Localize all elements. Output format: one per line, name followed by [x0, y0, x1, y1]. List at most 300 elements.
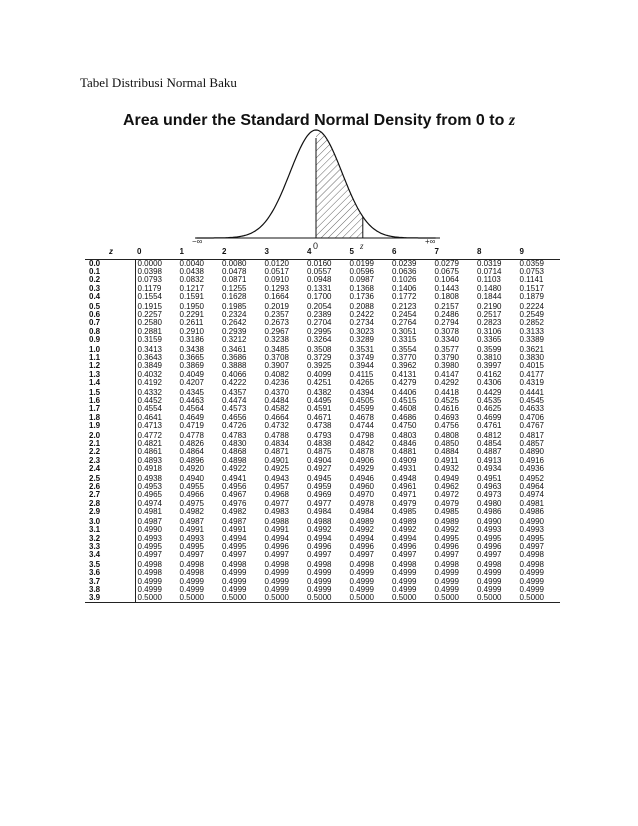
probability-cell: 0.2257 [137, 310, 162, 320]
probability-cell: 0.4973 [477, 490, 502, 500]
z-value-cell: 3.8 [85, 586, 135, 594]
z-value-cell: 1.9 [85, 422, 135, 430]
probability-cell: 0.4998 [222, 560, 247, 570]
probability-cell: 0.4940 [179, 474, 204, 484]
probability-cell: 0.4015 [519, 361, 544, 371]
probability-cell: 0.2939 [222, 326, 247, 336]
probability-cell: 0.1141 [519, 275, 544, 285]
probability-cell: 0.3686 [222, 353, 247, 363]
probability-cell: 0.4992 [392, 525, 417, 535]
table-row [85, 422, 560, 430]
probability-cell: 0.4761 [477, 420, 502, 430]
probability-cell: 0.0438 [179, 267, 204, 277]
probability-cell: 0.4997 [519, 541, 544, 551]
probability-cell: 0.4996 [307, 541, 332, 551]
probability-cell: 0.4979 [392, 498, 417, 508]
probability-cell: 0.4591 [307, 404, 332, 414]
probability-cell: 0.4969 [307, 490, 332, 500]
probability-cell: 0.3186 [179, 334, 204, 344]
probability-cell: 0.1554 [137, 291, 162, 301]
probability-cell: 0.4988 [264, 517, 289, 527]
probability-cell: 0.3461 [222, 345, 247, 355]
probability-cell: 0.4989 [434, 517, 459, 527]
probability-cell: 0.4997 [137, 549, 162, 559]
probability-cell: 0.4750 [392, 420, 417, 430]
probability-cell: 0.4719 [179, 420, 204, 430]
probability-cell: 0.4960 [349, 482, 374, 492]
probability-cell: 0.4812 [477, 431, 502, 441]
probability-cell: 0.4999 [392, 568, 417, 578]
probability-cell: 0.0636 [392, 267, 417, 277]
shaded-area [316, 130, 363, 238]
probability-cell: 0.4878 [349, 447, 374, 457]
probability-cell: 0.4699 [477, 412, 502, 422]
neg-infinity-label: −∞ [192, 237, 203, 246]
probability-cell: 0.4934 [477, 463, 502, 473]
probability-cell: 0.4826 [179, 439, 204, 449]
probability-cell: 0.4994 [349, 533, 374, 543]
probability-cell: 0.1179 [137, 283, 162, 293]
probability-cell: 0.2486 [434, 310, 459, 320]
probability-cell: 0.4995 [137, 541, 162, 551]
probability-cell: 0.4945 [307, 474, 332, 484]
table-row [85, 508, 560, 516]
probability-cell: 0.4995 [179, 541, 204, 551]
probability-cell: 0.2967 [264, 326, 289, 336]
probability-cell: 0.4871 [264, 447, 289, 457]
probability-cell: 0.2881 [137, 326, 162, 336]
z-value-cell: 3.9 [85, 594, 135, 603]
probability-cell: 0.4943 [264, 474, 289, 484]
probability-cell: 0.0948 [307, 275, 332, 285]
probability-cell: 0.4998 [137, 560, 162, 570]
probability-cell: 0.2324 [222, 310, 247, 320]
probability-cell: 0.4991 [222, 525, 247, 535]
probability-cell: 0.4957 [264, 482, 289, 492]
probability-cell: 0.3485 [264, 345, 289, 355]
z-value-cell: 2.0 [85, 430, 135, 440]
probability-cell: 0.2088 [349, 302, 374, 312]
probability-cell: 0.4999 [434, 576, 459, 586]
probability-cell: 0.3790 [434, 353, 459, 363]
probability-cell: 0.4671 [307, 412, 332, 422]
probability-cell: 0.3051 [392, 326, 417, 336]
probability-cell: 0.5000 [137, 592, 162, 602]
probability-cell: 0.1443 [434, 283, 459, 293]
probability-cell: 0.5000 [477, 592, 502, 602]
probability-cell: 0.1255 [222, 283, 247, 293]
probability-cell: 0.4994 [392, 533, 417, 543]
probability-cell: 0.4984 [307, 506, 332, 516]
probability-cell: 0.4931 [392, 463, 417, 473]
z-value-cell: 1.1 [85, 354, 135, 362]
probability-cell: 0.4993 [179, 533, 204, 543]
probability-cell: 0.4875 [307, 447, 332, 457]
probability-cell: 0.4999 [222, 568, 247, 578]
probability-cell: 0.4963 [477, 482, 502, 492]
z-value-cell: 0.7 [85, 319, 135, 327]
probability-cell: 0.1026 [392, 275, 417, 285]
probability-cell: 0.4994 [307, 533, 332, 543]
probability-cell: 0.4987 [222, 517, 247, 527]
z-value-cell: 2.4 [85, 465, 135, 473]
probability-cell: 0.3925 [307, 361, 332, 371]
probability-cell: 0.4951 [477, 474, 502, 484]
probability-cell: 0.2054 [307, 302, 332, 312]
probability-cell: 0.4977 [307, 498, 332, 508]
z-value-cell: 0.2 [85, 276, 135, 284]
probability-cell: 0.4972 [434, 490, 459, 500]
probability-cell: 0.4898 [222, 455, 247, 465]
probability-cell: 0.4965 [137, 490, 162, 500]
probability-cell: 0.3133 [519, 326, 544, 336]
probability-cell: 0.2422 [349, 310, 374, 320]
probability-cell: 0.5000 [179, 592, 204, 602]
probability-cell: 0.3849 [137, 361, 162, 371]
probability-cell: 0.0359 [519, 259, 544, 268]
z-value-cell: 2.6 [85, 483, 135, 491]
probability-cell: 0.4693 [434, 412, 459, 422]
probability-cell: 0.4846 [392, 439, 417, 449]
probability-cell: 0.4525 [434, 396, 459, 406]
probability-cell: 0.4382 [307, 388, 332, 398]
probability-cell: 0.5000 [392, 592, 417, 602]
probability-cell: 0.4911 [434, 455, 459, 465]
probability-cell: 0.1879 [519, 291, 544, 301]
z-value-cell: 1.7 [85, 405, 135, 413]
probability-cell: 0.4345 [179, 388, 204, 398]
probability-cell: 0.4884 [434, 447, 459, 457]
probability-cell: 0.2019 [264, 302, 289, 312]
z-value-cell: 3.5 [85, 559, 135, 569]
probability-cell: 0.3413 [137, 345, 162, 355]
probability-cell: 0.4656 [222, 412, 247, 422]
probability-cell: 0.4599 [349, 404, 374, 414]
probability-cell: 0.4990 [477, 517, 502, 527]
probability-cell: 0.4998 [137, 568, 162, 578]
probability-cell: 0.4515 [392, 396, 417, 406]
probability-cell: 0.4906 [349, 455, 374, 465]
probability-cell: 0.4981 [519, 498, 544, 508]
probability-cell: 0.5000 [434, 592, 459, 602]
probability-cell: 0.4996 [349, 541, 374, 551]
z-value-cell: 0.6 [85, 311, 135, 319]
probability-cell: 0.0239 [392, 259, 417, 268]
z-value-cell: 1.8 [85, 414, 135, 422]
table-row [85, 465, 560, 473]
probability-cell: 0.4147 [434, 369, 459, 379]
table-row [85, 293, 560, 301]
probability-cell: 0.3997 [477, 361, 502, 371]
probability-cell: 0.3289 [349, 334, 374, 344]
probability-cell: 0.4608 [392, 404, 417, 414]
probability-cell: 0.4997 [222, 549, 247, 559]
column-header: 4 [307, 247, 312, 256]
probability-cell: 0.4999 [264, 584, 289, 594]
probability-cell: 0.3907 [264, 361, 289, 371]
probability-cell: 0.4032 [137, 369, 162, 379]
table-heading-text: Area under the Standard Normal Density from 0 to [122, 112, 505, 129]
probability-cell: 0.2224 [519, 302, 544, 312]
column-header: 5 [349, 247, 354, 256]
table-row [85, 379, 560, 387]
z-value-cell: 3.7 [85, 578, 135, 586]
column-header: 2 [222, 247, 227, 256]
column-header: 0 [137, 247, 142, 256]
probability-cell: 0.4783 [222, 431, 247, 441]
probability-cell: 0.4484 [264, 396, 289, 406]
probability-cell: 0.1217 [179, 283, 204, 293]
probability-cell: 0.4998 [434, 560, 459, 570]
probability-cell: 0.4997 [477, 549, 502, 559]
probability-cell: 0.4162 [477, 369, 502, 379]
probability-cell: 0.4999 [179, 584, 204, 594]
probability-cell: 0.4857 [519, 439, 544, 449]
column-header: 8 [477, 247, 482, 256]
z-value-cell: 0.4 [85, 293, 135, 301]
probability-cell: 0.0714 [477, 267, 502, 277]
probability-cell: 0.4834 [264, 439, 289, 449]
probability-cell: 0.4744 [349, 420, 374, 430]
z-value-cell: 0.8 [85, 328, 135, 336]
z-value-cell: 0.9 [85, 336, 135, 344]
probability-cell: 0.4990 [137, 525, 162, 535]
probability-cell: 0.4842 [349, 439, 374, 449]
z-value-cell: 1.0 [85, 344, 135, 354]
probability-cell: 0.1808 [434, 291, 459, 301]
probability-cell: 0.4997 [392, 549, 417, 559]
probability-cell: 0.4406 [392, 388, 417, 398]
probability-cell: 0.4970 [349, 490, 374, 500]
probability-cell: 0.4986 [519, 506, 544, 516]
probability-cell: 0.4987 [137, 517, 162, 527]
probability-cell: 0.4332 [137, 388, 162, 398]
probability-cell: 0.2123 [392, 302, 417, 312]
probability-cell: 0.4982 [179, 506, 204, 516]
probability-cell: 0.4993 [137, 533, 162, 543]
probability-cell: 0.4998 [519, 549, 544, 559]
probability-cell: 0.4999 [392, 584, 417, 594]
z-value-cell: 0.3 [85, 285, 135, 293]
probability-cell: 0.4976 [222, 498, 247, 508]
z-value-cell: 1.3 [85, 371, 135, 379]
probability-cell: 0.4864 [179, 447, 204, 457]
probability-cell: 0.0398 [137, 267, 162, 277]
probability-cell: 0.4115 [349, 369, 374, 379]
probability-cell: 0.4370 [264, 388, 289, 398]
probability-cell: 0.2642 [222, 318, 247, 328]
probability-cell: 0.1103 [477, 275, 501, 285]
zero-label: 0 [313, 241, 319, 250]
probability-cell: 0.4996 [392, 541, 417, 551]
probability-cell: 0.4977 [264, 498, 289, 508]
probability-cell: 0.4279 [392, 377, 417, 387]
probability-cell: 0.3365 [477, 334, 502, 344]
probability-cell: 0.4990 [519, 517, 544, 527]
probability-cell: 0.4952 [519, 474, 544, 484]
probability-cell: 0.3599 [477, 345, 502, 355]
probability-cell: 0.4995 [477, 533, 502, 543]
probability-cell: 0.4641 [137, 412, 162, 422]
probability-cell: 0.4649 [179, 412, 204, 422]
probability-cell: 0.4686 [392, 412, 417, 422]
probability-cell: 0.4949 [434, 474, 459, 484]
probability-cell: 0.3159 [137, 334, 162, 344]
probability-cell: 0.4997 [307, 549, 332, 559]
probability-cell: 0.4992 [434, 525, 459, 535]
probability-cell: 0.4998 [392, 560, 417, 570]
probability-cell: 0.4998 [477, 560, 502, 570]
probability-cell: 0.4738 [307, 420, 332, 430]
z-value-cell: 2.5 [85, 473, 135, 483]
probability-cell: 0.4236 [264, 377, 289, 387]
z-value-cell: 1.6 [85, 397, 135, 405]
probability-cell: 0.5000 [264, 592, 289, 602]
z-value-cell: 2.2 [85, 448, 135, 456]
probability-cell: 0.5000 [349, 592, 374, 602]
probability-cell: 0.1064 [434, 275, 459, 285]
probability-cell: 0.4986 [477, 506, 502, 516]
probability-cell: 0.4989 [392, 517, 417, 527]
column-header: 3 [264, 247, 269, 256]
z-value-cell: 3.4 [85, 551, 135, 559]
probability-cell: 0.4177 [519, 369, 544, 379]
probability-cell: 0.4452 [137, 396, 162, 406]
probability-cell: 0.2389 [307, 310, 332, 320]
probability-cell: 0.4988 [307, 517, 332, 527]
table-row [85, 551, 560, 559]
table-row [85, 594, 560, 603]
z-value-cell: 0.1 [85, 268, 135, 276]
probability-cell: 0.4999 [307, 584, 332, 594]
probability-cell: 0.3577 [434, 345, 459, 355]
probability-cell: 0.4999 [349, 584, 374, 594]
probability-cell: 0.4904 [307, 455, 332, 465]
probability-cell: 0.4994 [264, 533, 289, 543]
probability-cell: 0.4767 [519, 420, 544, 430]
probability-cell: 0.0120 [264, 259, 289, 268]
probability-cell: 0.4999 [477, 568, 502, 578]
probability-cell: 0.4706 [519, 412, 544, 422]
probability-cell: 0.2357 [264, 310, 289, 320]
z-value-cell: 2.7 [85, 491, 135, 499]
probability-cell: 0.3888 [222, 361, 247, 371]
probability-cell: 0.1406 [392, 283, 417, 293]
probability-cell: 0.4913 [477, 455, 502, 465]
table-row [85, 336, 560, 344]
pos-infinity-label: +∞ [425, 237, 436, 246]
probability-cell: 0.4463 [179, 396, 204, 406]
probability-cell: 0.4997 [349, 549, 374, 559]
z-value-cell: 0.5 [85, 301, 135, 311]
probability-cell: 0.0753 [519, 267, 544, 277]
probability-cell: 0.3340 [434, 334, 459, 344]
probability-cell: 0.4881 [392, 447, 417, 457]
probability-cell: 0.4535 [477, 396, 502, 406]
probability-cell: 0.4991 [179, 525, 204, 535]
probability-cell: 0.4920 [179, 463, 204, 473]
z-value-cell: 2.3 [85, 457, 135, 465]
probability-cell: 0.4996 [434, 541, 459, 551]
probability-cell: 0.1368 [349, 283, 374, 293]
probability-cell: 0.2157 [434, 302, 459, 312]
probability-cell: 0.4961 [392, 482, 417, 492]
probability-cell: 0.1950 [179, 302, 204, 312]
probability-cell: 0.4955 [179, 482, 204, 492]
probability-cell: 0.4798 [349, 431, 374, 441]
z-value-cell: 1.5 [85, 387, 135, 397]
probability-cell: 0.4909 [392, 455, 417, 465]
probability-cell: 0.4357 [222, 388, 247, 398]
probability-cell: 0.4999 [477, 576, 502, 586]
probability-cell: 0.4505 [349, 396, 374, 406]
z-label: z [360, 241, 364, 250]
probability-cell: 0.4999 [519, 576, 544, 586]
probability-cell: 0.0675 [434, 267, 459, 277]
probability-cell: 0.3980 [434, 361, 459, 371]
probability-cell: 0.2291 [179, 310, 204, 320]
probability-cell: 0.4474 [222, 396, 247, 406]
probability-cell: 0.4995 [519, 533, 544, 543]
probability-cell: 0.3106 [477, 326, 502, 336]
probability-cell: 0.4999 [349, 568, 374, 578]
probability-cell: 0.4306 [477, 377, 502, 387]
probability-cell: 0.4985 [434, 506, 459, 516]
probability-cell: 0.4997 [179, 549, 204, 559]
column-header: 7 [434, 247, 439, 256]
probability-cell: 0.4131 [392, 369, 417, 379]
probability-cell: 0.4887 [477, 447, 502, 457]
probability-cell: 0.1736 [349, 291, 374, 301]
probability-cell: 0.4999 [307, 568, 332, 578]
probability-cell: 0.4850 [434, 439, 459, 449]
probability-cell: 0.4861 [137, 447, 162, 457]
column-header-row [85, 245, 560, 260]
probability-cell: 0.0596 [349, 267, 374, 277]
probability-cell: 0.4999 [477, 584, 502, 594]
probability-cell: 0.4996 [264, 541, 289, 551]
probability-cell: 0.0478 [222, 267, 247, 277]
probability-cell: 0.4989 [349, 517, 374, 527]
probability-cell: 0.3749 [349, 353, 374, 363]
probability-cell: 0.3078 [434, 326, 459, 336]
probability-cell: 0.1915 [137, 302, 162, 312]
probability-cell: 0.4994 [222, 533, 247, 543]
z-value-cell: 0.0 [85, 260, 135, 269]
probability-cell: 0.0160 [307, 259, 332, 268]
probability-cell: 0.2611 [179, 318, 204, 328]
probability-cell: 0.4896 [179, 455, 204, 465]
probability-cell: 0.2852 [519, 318, 544, 328]
probability-cell: 0.4222 [222, 377, 247, 387]
probability-cell: 0.4974 [137, 498, 162, 508]
probability-cell: 0.4975 [179, 498, 204, 508]
probability-cell: 0.5000 [519, 592, 544, 602]
probability-cell: 0.4830 [222, 439, 247, 449]
probability-cell: 0.4992 [349, 525, 374, 535]
probability-cell: 0.1517 [519, 283, 544, 293]
probability-cell: 0.4962 [434, 482, 459, 492]
probability-cell: 0.1293 [264, 283, 289, 293]
probability-cell: 0.1985 [222, 302, 247, 312]
probability-cell: 0.4893 [137, 455, 162, 465]
z-column-header: z [109, 247, 113, 256]
probability-cell: 0.0871 [222, 275, 247, 285]
probability-cell: 0.4817 [519, 431, 544, 441]
probability-cell: 0.0199 [349, 259, 374, 268]
probability-cell: 0.3621 [519, 345, 544, 355]
probability-cell: 0.4854 [477, 439, 502, 449]
